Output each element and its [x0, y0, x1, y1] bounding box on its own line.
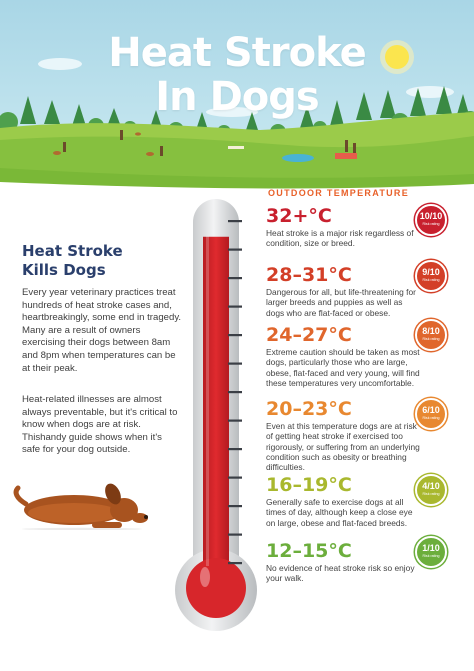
temp-description: No evidence of heat stroke risk so enjoy your walk.: [266, 563, 415, 584]
temp-description: Heat stroke is a major risk regardless of condition, size or breed.: [266, 228, 414, 249]
risk-value: 1/10: [422, 543, 440, 553]
page-title-line1: Heat Stroke: [108, 30, 366, 76]
thermometer-tick: [228, 363, 242, 365]
temp-level-5: [266, 474, 421, 528]
risk-label: Risk rating: [422, 492, 440, 496]
risk-value: 10/10: [419, 211, 443, 221]
risk-label: Risk rating: [422, 337, 440, 341]
intro-paragraph-2: Heat-related illnesses are almost always preventable, but it's critical to know when dogs are at risk. Thishandy guide shows when it's safe for your dog outside.: [22, 394, 178, 456]
temp-range: 16–19°C: [266, 474, 352, 496]
temp-level-4: [266, 398, 421, 472]
temp-description: Dangerous for all, but life-threatening for larger breeds and puppies as well as dogs who are flat-faced or obese.: [266, 287, 416, 318]
temp-range: 12–15°C: [266, 540, 352, 562]
risk-value: 4/10: [422, 481, 440, 491]
temp-level-2: [266, 264, 421, 318]
temp-range: 20–23°C: [266, 398, 352, 420]
thermometer-tick: [228, 477, 242, 479]
risk-label: Risk rating: [422, 416, 440, 420]
intro-paragraph-1: Every year veterinary practices treat hundreds of heat stroke cases and, heartbreakingly, some end in tragedy. Many are a result of owners exercising their dogs between 8am and 8pm when temperatures can be at their peak.: [22, 287, 182, 374]
thermometer-tick: [228, 448, 242, 450]
thermometer-tick: [228, 306, 242, 308]
intro-heading-line1: Heat Stroke: [22, 242, 123, 260]
risk-value: 6/10: [422, 405, 440, 415]
intro-heading-line2: Kills Dogs: [22, 261, 106, 279]
risk-badge: [415, 204, 447, 236]
risk-label: Risk rating: [422, 222, 440, 226]
risk-value: 8/10: [422, 326, 440, 336]
dog-icon: [12, 478, 152, 530]
temp-description: Generally safe to exercise dogs at all times of day, although keep a close eye on large, obese and flat-faced breeds.: [266, 497, 413, 528]
risk-label: Risk rating: [422, 278, 440, 282]
risk-badge: [415, 398, 447, 430]
thermometer-tick: [228, 220, 242, 222]
temp-range: 24–27°C: [266, 324, 352, 346]
temp-description: Extreme caution should be taken as most dogs, particularly those who are large, obese, flat-faced and very young, will find these temperatures very uncomfortable.: [266, 347, 420, 388]
temp-level-3: [266, 324, 421, 388]
risk-badge: [415, 260, 447, 292]
temp-range: 28–31°C: [266, 264, 352, 286]
thermometer-tick: [228, 249, 242, 251]
intro-heading: [22, 242, 182, 280]
thermometer-tick: [228, 562, 242, 564]
thermometer-bulb: [186, 558, 246, 618]
risk-label: Risk rating: [422, 554, 440, 558]
risk-badge: [415, 536, 447, 568]
thermometer-tick: [228, 391, 242, 393]
page-title-line2: In Dogs: [155, 74, 319, 120]
risk-value: 9/10: [422, 267, 440, 277]
temp-level-1: [266, 205, 421, 249]
temp-range: 32+°C: [266, 205, 332, 227]
thermometer-tick: [228, 534, 242, 536]
scale-heading: OUTDOOR TEMPERATURE: [268, 188, 410, 198]
thermometer-tick: [228, 334, 242, 336]
thermometer-tick: [228, 277, 242, 279]
temp-description: Even at this temperature dogs are at risk of getting heat stroke if exercised too rigorously, or suffering from an underlying condition such as obesity or breathing difficulties.: [266, 421, 420, 473]
temp-level-6: [266, 540, 421, 584]
thermometer-tick: [228, 420, 242, 422]
thermometer-tick: [228, 505, 242, 507]
risk-badge: [415, 474, 447, 506]
risk-badge: [415, 319, 447, 351]
